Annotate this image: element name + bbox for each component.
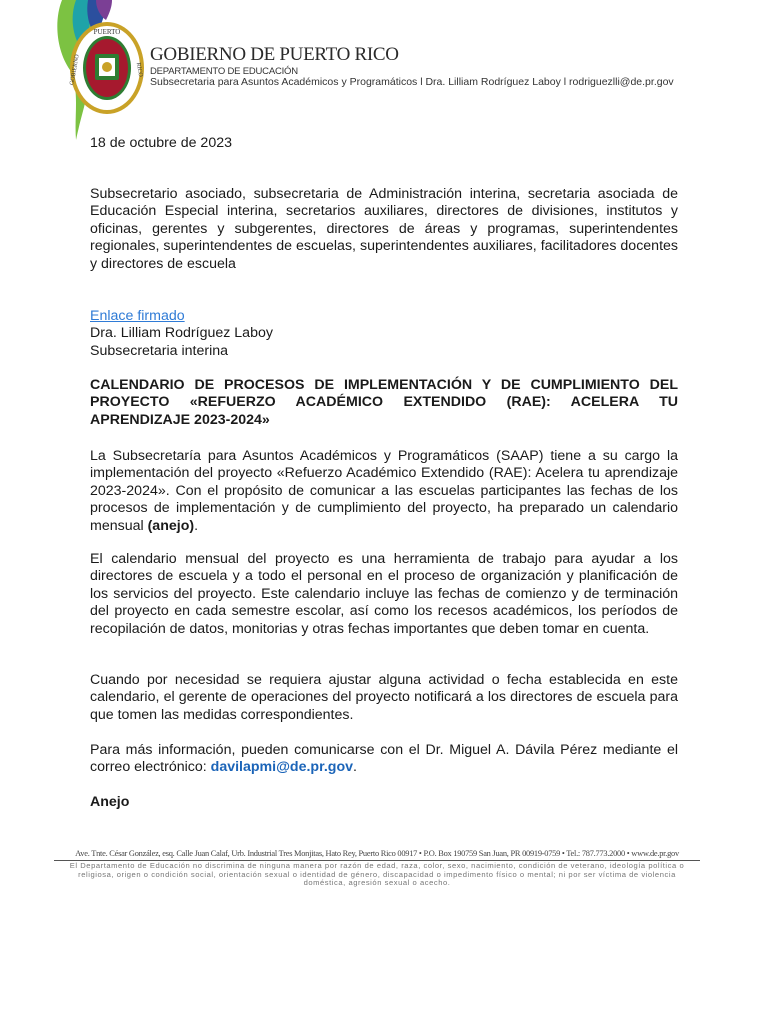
annex-label: Anejo [90,794,130,810]
paragraph-1-end: . [194,517,199,534]
subsecretaria-line: Subsecretaria para Asuntos Académicos y Programáticos l Dra. Lilliam Rodríguez Laboy l rodriguezlli@de.pr.gov [150,76,674,88]
seal-top-text: PUERTO [93,28,121,36]
signature-block [90,308,678,360]
footer-address: Ave. Tnte. César González, esq. Calle Juan Calaf, Urb. Industrial Tres Monjitas, Hato Rey, Puerto Rico 00917 • P.O. Box 190759 San Juan, PR 00919-0759 • Tel.: 787.773.2000 • www.de.pr.gov [75,849,679,858]
paragraph-2: El calendario mensual del proyecto es una herramienta de trabajo para ayudar a los directores de escuela y a todo el personal en el proceso de organización y planificación de los servicios del proyecto. Este calendario incluye las fechas de comienzo y de terminación del proyecto en cada semestre escolar, así como los recesos académicos, los períodos de recopilación de datos, monitorias y otras fechas importantes que deben tomar en cuenta. [90,551,678,637]
signed-document-link[interactable]: Enlace firmado [90,308,185,324]
paragraph-3: Cuando por necesidad se requiera ajustar alguna actividad o fecha establecida en este calendario, el gerente de operaciones del proyecto notificará a los directores de escuela para que tomen las medidas correspondientes. [90,672,678,723]
paragraph-4-text: Para más información, pueden comunicarse con el Dr. Miguel A. Dávila Pérez mediante el correo electrónico: [90,742,678,776]
paragraph-1-text: La Subsecretaría para Asuntos Académicos y Programáticos (SAAP) tiene a su cargo la implementación del proyecto «Refuerzo Académico Extendido (RAE): Acelera tu aprendizaje 2023-2024». Con el propósito de comunicar a las escuelas participantes las fechas de los procesos de implementación y de cumplimiento del proyecto, ha preparado un calendario mensual [90,448,678,534]
puerto-rico-seal-icon [68,20,146,116]
seal-right-text: RICO [134,62,144,78]
footer-disclaimer: El Departamento de Educación no discrimina de ninguna manera por razón de edad, raza, color, sexo, nacimiento, condición de veterano, ideología política o religiosa, origen o condición social, orientación sexual o identidad de género, discapacidad o impedimento físico o mental; ni por ser víctima de violencia doméstica, agresión sexual o acecho. [69,861,685,888]
paragraph-1 [90,448,678,535]
paragraph-1-annex-ref: (anejo) [147,517,195,534]
paragraph-4-end: . [353,759,357,776]
department-name: DEPARTAMENTO DE EDUCACIÓN [150,66,298,77]
paragraph-4 [90,742,678,777]
recipients-block: Subsecretario asociado, subsecretaria de Administración interina, secretaria asociada de Educación Especial interina, secretarios auxiliares, directores de divisiones, institutos y oficinas, gerentes y subgerentes, directores de áreas y programas, superintendentes regionales, superintendentes de escuelas, superintendentes auxiliares, facilitadores docentes y directores de escuela [90,186,678,272]
organization-name: GOBIERNO DE PUERTO RICO [150,44,399,65]
seal-left-text: GOBIERNO [69,54,81,86]
contact-email-link[interactable]: davilapmi@de.pr.gov [210,759,354,776]
letter-subject: CALENDARIO DE PROCESOS DE IMPLEMENTACIÓN Y DE CUMPLIMIENTO DEL PROYECTO «REFUERZO ACADÉMICO EXTENDIDO (RAE): ACELERA TU APRENDIZAJE 2023-2024» [90,377,678,428]
letter-date: 18 de octubre de 2023 [90,135,232,151]
signer-title: Subsecretaria interina [90,342,229,359]
signer-name: Dra. Lilliam Rodríguez Laboy [90,325,273,342]
